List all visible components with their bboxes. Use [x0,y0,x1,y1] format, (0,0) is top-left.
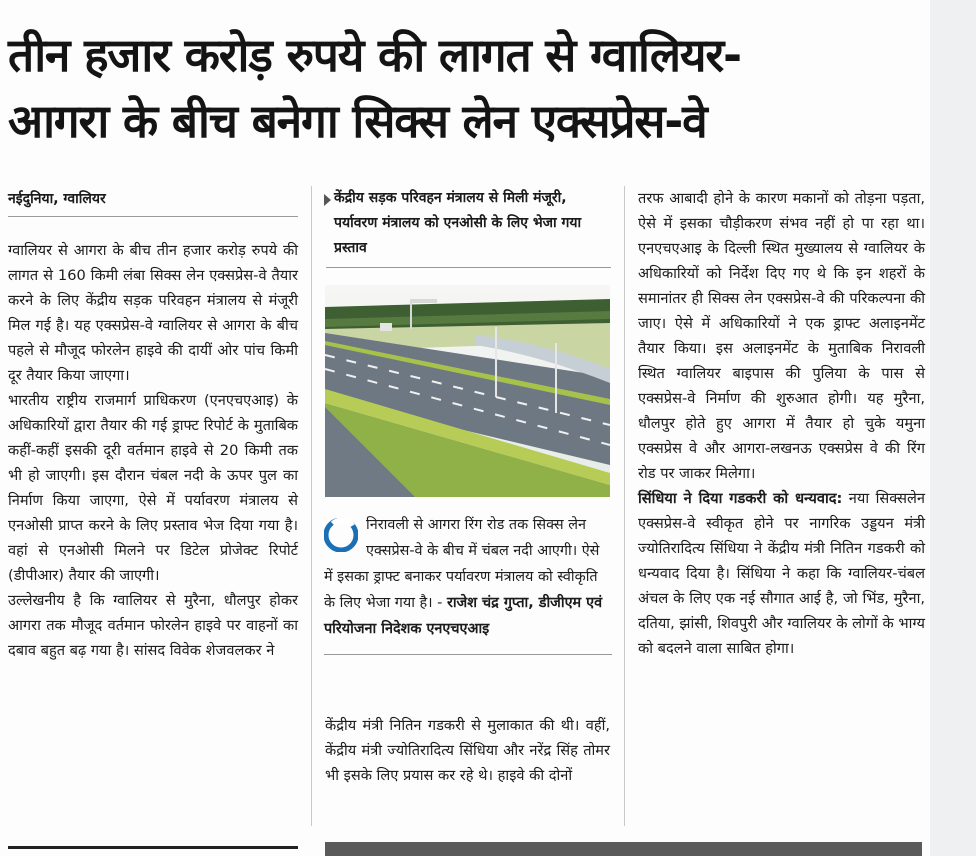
article-column-3 [638,186,925,661]
next-article-banner [325,842,922,856]
headline-line-1: तीन हजार करोड़ रुपये की लागत से ग्वालियर- [8,28,741,82]
article-column-2 [325,713,610,788]
column-divider [311,186,312,826]
right-margin [930,0,976,856]
paragraph: उल्लेखनीय है कि ग्वालियर से मुरैना, धौलपुर होकर आगरा तक मौजूद वर्तमान फोरलेन हाइवे पर वाहनों का दबाव बहुत बढ़ गया है। सांसद विवेक शेजवलकर ने [8,592,298,659]
quote-author: राजेश चंद्र गुप्ता, डीजीएम एवं परियोजना निदेशक एनएचएआइ [324,595,603,637]
road-illustration [325,285,610,497]
paragraph: ग्वालियर से आगरा के बीच तीन हजार करोड़ रुपये की लागत से 160 किमी लंबा सिक्स लेन एक्सप्रेस-वे तैयार करने के लिए केंद्रीय सड़क परिवहन मंत्रालय से मंजूरी मिल गई है। यह एक्सप्रेस-वे ग्वालियर से आगरा के बीच पहले से मौजूद फोरलेन हाइवे की दायीं ओर पांच किमी दूर तैयार किया जाएगा। [8,242,298,384]
quote-mark-icon [324,518,358,552]
headline-line-2: आगरा के बीच बनेगा सिक्स लेन एक्सप्रेस-वे [8,94,707,148]
column-divider [624,186,625,826]
paragraph: भारतीय राष्ट्रीय राजमार्ग प्राधिकरण (एनएचएआइ) के अधिकारियों द्वारा तैयार की गई ड्राफ्ट रिपोर्ट के मुताबिक कहीं-कहीं इसकी दूरी वर्तमान हाइवे से 20 किमी तक भी हो जाएगी। इस दौरान चंबल नदी के ऊपर पुल का निर्माण किया जाएगा, ऐसे में पर्यावरण मंत्रालय से एनओसी प्राप्त करने के लिए प्रस्ताव भेज दिया गया है। वहां से एनओसी मिलने पर डिटेल प्रोजेक्ट रिपोर्ट (डीपीआर) तैयार की जाएगी। [8,392,298,584]
deck-text: केंद्रीय सड़क परिवहन मंत्रालय से मिली मंजूरी, पर्यावरण मंत्रालय को एनओसी के लिए भेजा गया प्रस्ताव [334,190,582,256]
quote-text: निरावली से आगरा रिंग रोड तक सिक्स लेन एक्सप्रेस-वे के बीच में चंबल नदी आएगी। ऐसे में इसका ड्राफ्ट बनाकर पर्यावरण मंत्रालय को स्वीकृति के लिए भेजा गया है। - [324,517,600,611]
paragraph [638,486,925,661]
triangle-right-icon [324,194,331,206]
subheading: सिंधिया ने दिया गडकरी को धन्यवाद: [638,490,843,507]
paragraph-text: नया सिक्सलेन एक्सप्रेस-वे स्वीकृत होने पर नागरिक उड्डयन मंत्री ज्योतिरादित्य सिंधिया ने केंद्रीय मंत्री नितिन गडकरी को धन्यवाद दिया है। सिंधिया ने कहा कि ग्वालियर-चंबल अंचल के लिए एक नई सौगात आई है, जो भिंड, मुरैना, दतिया, झांसी, शिवपुरी और ग्वालियर के लोगों के भाग्य को बदलने वाला साबित होगा। [638,490,925,657]
byline: नईदुनिया, ग्वालियर [8,189,298,217]
paragraph: तरफ आबादी होने के कारण मकानों को तोड़ना पड़ता, ऐसे में इसका चौड़ीकरण संभव नहीं हो पा रहा था। एनएचएआइ के दिल्ली स्थित मुख्यालय से ग्वालियर के अधिकारियों को निर्देश दिए गए थे कि इन शहरों के समानांतर ही सिक्स लेन एक्सप्रेस-वे की परिकल्पना की जाए। ऐसे में अधिकारियों ने एक ड्राफ्ट अलाइनमेंट तैयार किया। इस अलाइनमेंट के मुताबिक निरावली स्थित ग्वालियर बाइपास की पुलिया के पास से एक्सप्रेस-वे निर्माण की शुरुआत होगी। यह मुरैना, धौलपुर होते हुए आगरा में तैयार हो चुके यमुना एक्सप्रेस वे और आगरा-लखनऊ एक्सप्रेस वे की रिंग रोड पर जाकर मिलेगा। [638,190,925,482]
divider [326,267,611,268]
divider [8,846,298,849]
expressway-photo [325,285,610,497]
deck-subheading [326,186,611,261]
pull-quote [324,512,612,655]
paragraph: केंद्रीय मंत्री नितिन गडकरी से मुलाकात की थी। वहीं, केंद्रीय मंत्री ज्योतिरादित्य सिंधिया और नरेंद्र सिंह तोमर भी इसके लिए प्रयास कर रहे थे। हाइवे की दोनों [325,717,610,784]
headline [8,22,923,154]
article-column-1 [8,238,298,663]
